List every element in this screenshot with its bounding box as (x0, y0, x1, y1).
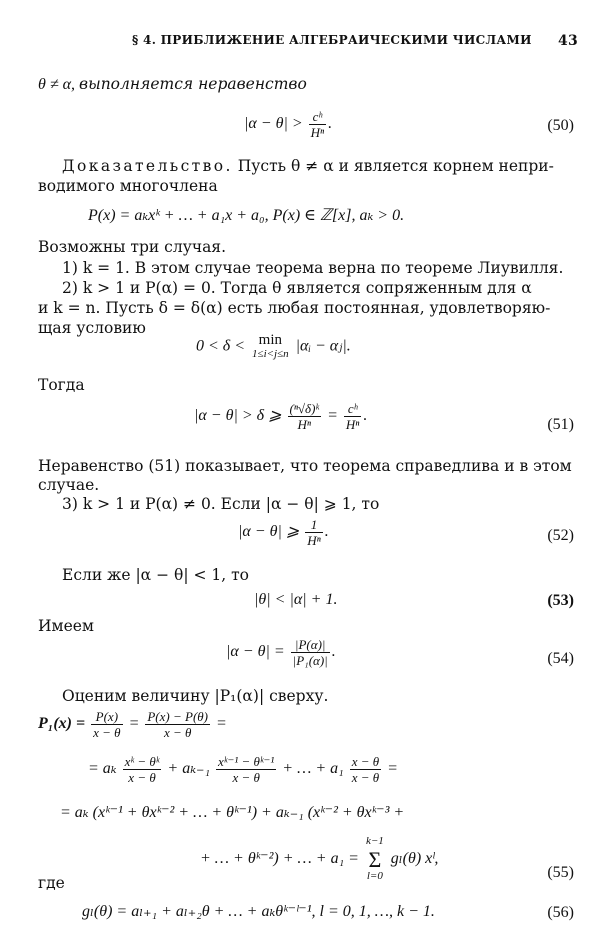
min-subscript: 1≤i<j≤n (252, 347, 289, 360)
eq55-r1-f2-den: x − θ (163, 725, 192, 740)
eq55-r1-f1-num: P(x) (91, 710, 122, 725)
eq52-denominator: Hⁿ (307, 533, 321, 548)
eq55-r1-f1-den: x − θ (93, 725, 121, 740)
eq50-denominator: Hⁿ (310, 125, 325, 140)
equation-55-row-2 (88, 755, 398, 784)
eq51-num2: cʰ (344, 402, 361, 417)
sum-symbol: Σ (368, 846, 382, 872)
eq55-r1-end: = (212, 715, 227, 733)
else-line: Если же |α − θ| < 1, то (62, 566, 250, 584)
sum-upper-limit: k−1 (365, 835, 384, 847)
eq55-r4-b: gₗ(θ) xˡ, (386, 849, 439, 867)
delta-right: |αᵢ − αⱼ|. (291, 337, 351, 355)
eq55-r2-c: + … + a₁ (278, 760, 348, 778)
eq52-numerator: 1 (305, 518, 322, 533)
equation-tag-50: (50) (547, 117, 574, 134)
eq51-left: |α − θ| > δ ⩾ (194, 407, 286, 425)
eq55-r2-f3-num: x − θ (351, 754, 380, 769)
intro-condition: θ ≠ α, (38, 76, 80, 93)
eq50-left: |α − θ| > (244, 115, 307, 133)
equation-55-row-1: P₁(x) = $\frac{P(x)}{x - \theta}$ = $\frac{P(x) - P(\theta)}{x - \theta}$ = (38, 709, 227, 740)
equation-tag-51: (51) (547, 416, 574, 433)
case-2-line-3: щая условию (38, 319, 146, 337)
case-1: 1) k = 1. В этом случае теорема верна по теореме Лиувилля. (62, 259, 564, 277)
eq55-r2-f2-num: xᵏ⁻¹ − θᵏ⁻¹ (218, 754, 275, 769)
then-word: Тогда (38, 376, 85, 394)
eq51-den1: Hⁿ (297, 417, 312, 432)
polynomial-formula: P(x) = aₖxᵏ + … + a₁x + a₀, P(x) ∈ ℤ[x], aₖ > 0. (88, 207, 405, 224)
case-3: 3) k > 1 и P(α) ≠ 0. Если |α − θ| ⩾ 1, то (62, 495, 380, 513)
have-word: Имеем (38, 617, 94, 635)
eq52-left: |α − θ| ⩾ (238, 523, 304, 541)
intro-line (38, 77, 307, 93)
delta-left: 0 < δ < (196, 337, 250, 355)
eq55-r2-f1-num: xᵏ − θᵏ (124, 754, 160, 769)
after-51-line-1: Неравенство (51) показывает, что теорема справедлива и в этом (38, 457, 572, 475)
eq55-r1-f2-num: P(x) − P(θ) (147, 709, 208, 724)
equation-tag-55: (55) (547, 864, 574, 881)
eq55-r2-f3-den: x − θ (351, 770, 380, 785)
eq55-r2-a: = aₖ (88, 760, 121, 778)
eq55-r2-f1-den: x − θ (128, 770, 156, 785)
eq55-lhs: P₁(x) = (38, 715, 90, 733)
proof-line-2: водимого многочлена (38, 177, 218, 195)
equation-51: |α − θ| > δ ⩾ $\frac{\text{(ⁿ√δ)ᵏ}}{\text{Hⁿ}}$ = $\frac{\text{cʰ}}{\text{Hⁿ}}$ . (194, 401, 368, 432)
eq51-den2: Hⁿ (345, 417, 360, 432)
proof-heading: Доказательство. (62, 157, 233, 175)
intro-text: выполняется неравенство (79, 75, 307, 93)
estimate-line: Оценим величину |P₁(α)| сверху. (62, 687, 329, 705)
equation-tag-56: (56) (547, 904, 574, 921)
where-word: где (38, 874, 65, 892)
equation-55-row-4 (200, 836, 438, 882)
equation-tag-52: (52) (547, 527, 574, 544)
after-51-line-2: случае. (38, 476, 100, 494)
equation-53: |θ| < |α| + 1. (254, 591, 338, 608)
eq55-r2-end: = (383, 760, 398, 778)
eq55-r2-f2-den: x − θ (232, 770, 260, 785)
case-2-line-1: 2) k > 1 и P(α) = 0. Тогда θ является сопряженным для α (62, 279, 532, 297)
equation-52: |α − θ| ⩾ $\frac{1}{\text{Hⁿ}}$ . (238, 517, 329, 548)
eq55-r4-a: + … + θᵏ⁻²) + … + a₁ = (200, 849, 363, 867)
page-number: 43 (558, 33, 579, 49)
eq55-r2-b: + aₖ₋₁ (163, 760, 215, 778)
sum-lower-limit: l=0 (366, 869, 383, 882)
delta-condition (196, 333, 351, 360)
cases-intro: Возможны три случая. (38, 238, 227, 256)
eq51-mid: = (323, 407, 342, 425)
eq51-num1: (ⁿ√δ)ᵏ (289, 401, 320, 416)
equation-54: |α − θ| = $\frac{|P(\alpha)|}{\text{|P₁(α)|}}$ . (226, 637, 336, 668)
equation-50: |α − θ| > $\frac{\text{cʰ}}{\text{Hⁿ}}$ . (244, 109, 333, 140)
eq50-numerator: cʰ (309, 110, 326, 125)
eq54-denominator: |P₁(α)| (292, 653, 328, 668)
equation-55-row-3: = aₖ (xᵏ⁻¹ + θxᵏ⁻² + … + θᵏ⁻¹) + aₖ₋₁ (xᵏ⁻² + θxᵏ⁻³ + (60, 804, 405, 821)
eq54-numerator: |P(α)| (291, 638, 330, 653)
eq54-left: |α − θ| = (226, 643, 289, 661)
proof-text: Пусть θ ≠ α и является корнем непри- (232, 157, 554, 175)
running-header: § 4. ПРИБЛИЖЕНИЕ АЛГЕБРАИЧЕСКИМИ ЧИСЛАМИ (132, 33, 532, 47)
case-2-line-2: и k = n. Пусть δ = δ(α) есть любая постоянная, удовлетворяю- (38, 299, 551, 317)
equation-56: gₗ(θ) = aₗ₊₁ + aₗ₊₂θ + … + aₖθᵏ⁻ˡ⁻¹, l = 0, 1, …, k − 1. (82, 903, 435, 920)
proof-line (62, 159, 554, 175)
equation-tag-54: (54) (547, 650, 574, 667)
min-operator: min (258, 332, 282, 348)
equation-tag-53: (53) (547, 592, 574, 609)
